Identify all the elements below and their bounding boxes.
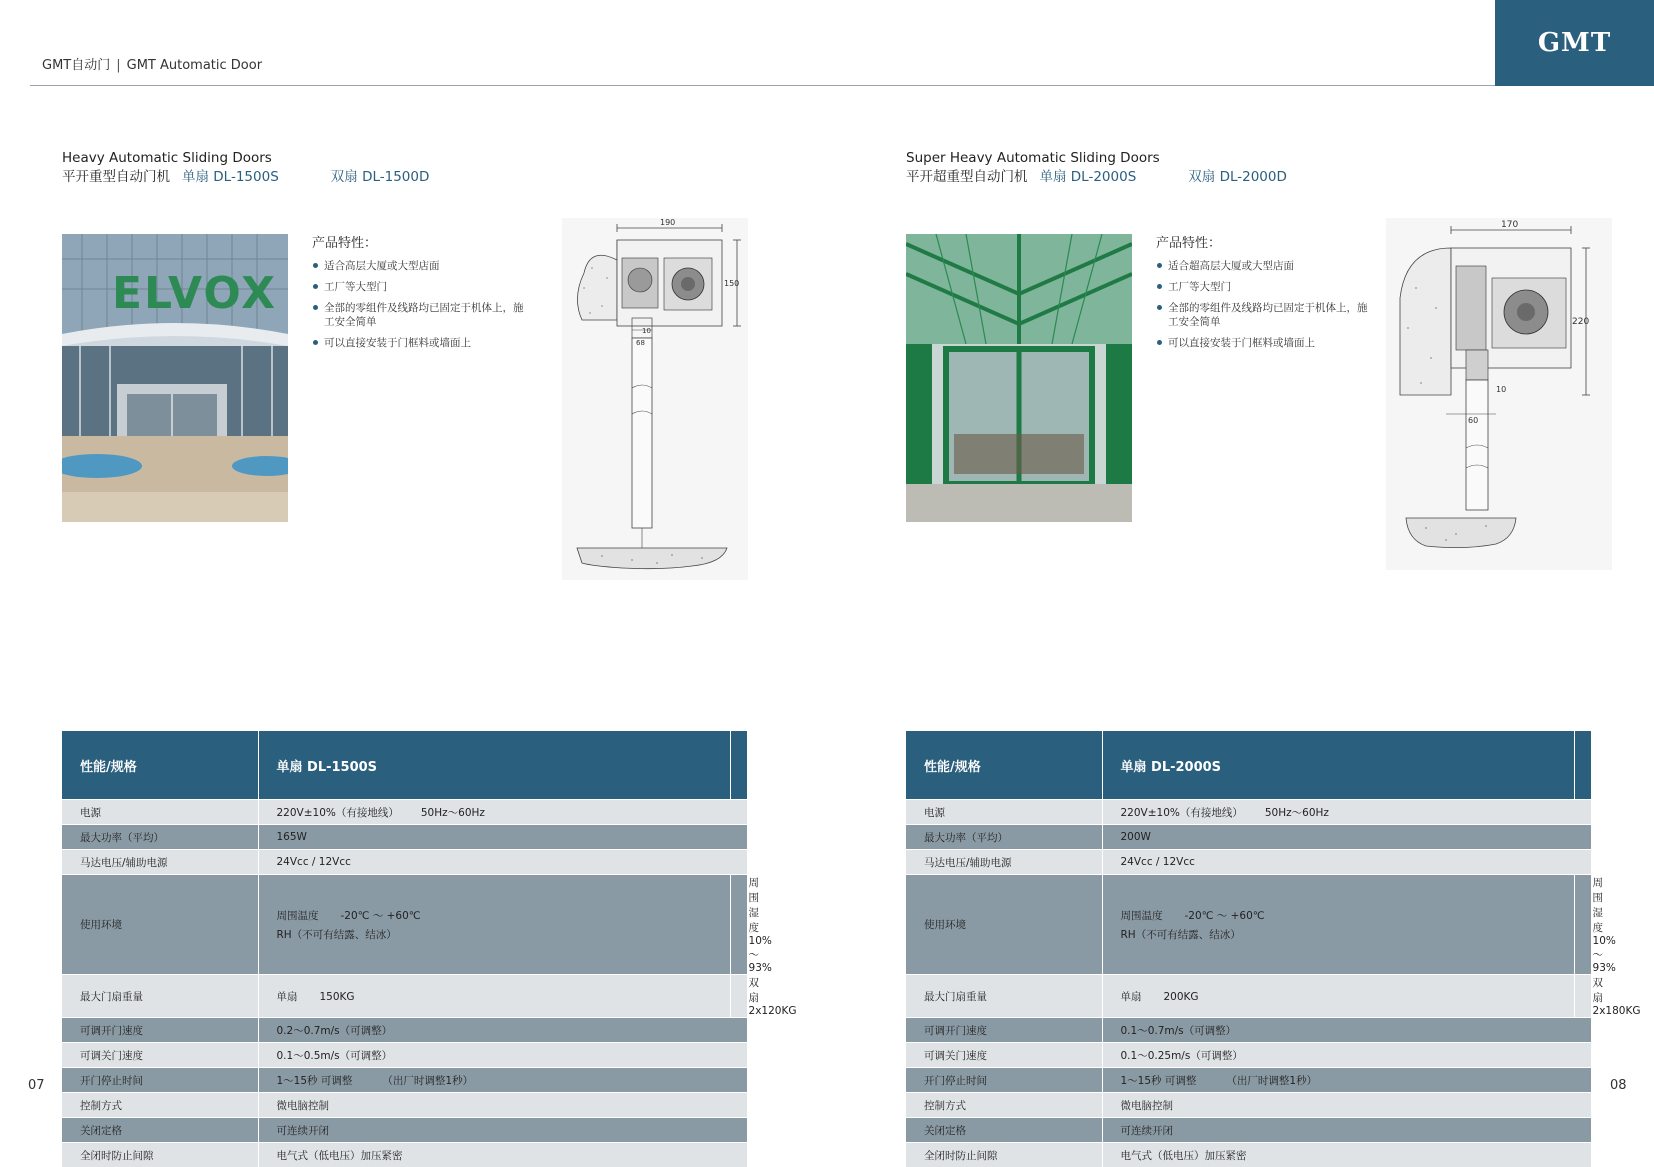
technical-drawing [1386, 218, 1612, 570]
dim-height: 150 [724, 279, 739, 288]
table-row [62, 1093, 748, 1118]
spec-header-label: 性能/规格 [62, 731, 258, 800]
feature-item: 全部的零组件及线路均已固定于机体上，施工安全简单 [1156, 301, 1376, 329]
features-list [312, 259, 532, 350]
table-row [62, 1118, 748, 1143]
row-label: 电源 [906, 800, 1102, 825]
product-section-dl2000 [906, 0, 1606, 1122]
row-value: 可连续开闭 [258, 1118, 748, 1143]
dim-width: 190 [660, 218, 675, 227]
table-row [62, 800, 748, 825]
dim-width: 170 [1501, 220, 1518, 230]
row-value: 24Vcc / 12Vcc [258, 850, 748, 875]
table-row [62, 1043, 748, 1068]
row-label: 最大门扇重量 [906, 975, 1102, 1018]
row-value: 周围温度 -20℃ ～ +60℃ RH（不可有结露、结冰） [1102, 875, 1574, 975]
row-label: 可调开门速度 [62, 1018, 258, 1043]
feature-item: 工厂等大型门 [1156, 280, 1376, 294]
table-row [906, 975, 1592, 1018]
table-row [62, 875, 748, 975]
row-label: 可调关门速度 [906, 1043, 1102, 1068]
table-row [906, 1118, 1592, 1143]
row-value: 单扇 150KG [258, 975, 730, 1018]
row-value: 200W [1102, 825, 1592, 850]
table-row [906, 825, 1592, 850]
product-title-cn [62, 165, 429, 185]
table-row [62, 1018, 748, 1043]
table-row [62, 850, 748, 875]
table-row [906, 1068, 1592, 1093]
row-value: 0.1～0.7m/s（可调整） [1102, 1018, 1592, 1043]
product-title-en: Super Heavy Automatic Sliding Doors [906, 150, 1160, 166]
table-row [906, 1018, 1592, 1043]
spec-header-single: 单扇 DL-2000S [1102, 731, 1574, 800]
spec-header-double: 双扇 DL-1500D [730, 731, 747, 800]
double-model-label: 双扇 DL-2000D [1188, 169, 1287, 185]
row-value: 电气式（低电压）加压紧密 [258, 1143, 748, 1167]
page-number-left: 07 [28, 1078, 45, 1093]
row-value-extra: 双扇2x120KG [730, 975, 747, 1018]
row-label: 最大门扇重量 [62, 975, 258, 1018]
table-row [906, 1093, 1592, 1118]
product-title-cn-text: 平开重型自动门机 [62, 169, 170, 185]
row-value: 24Vcc / 12Vcc [1102, 850, 1592, 875]
row-value-extra: 双扇2x180KG [1574, 975, 1591, 1018]
page-number-right: 08 [1610, 1078, 1627, 1093]
dim-post: 68 [636, 339, 645, 347]
row-value: 可连续开闭 [1102, 1118, 1592, 1143]
row-label: 全闭时防止间隙 [906, 1143, 1102, 1167]
double-model-label: 双扇 DL-1500D [331, 169, 430, 185]
feature-item: 适合高层大厦或大型店面 [312, 259, 532, 273]
row-label: 最大功率（平均） [906, 825, 1102, 850]
spec-header-single: 单扇 DL-1500S [258, 731, 730, 800]
row-label: 控制方式 [62, 1093, 258, 1118]
feature-item: 适合超高层大厦或大型店面 [1156, 259, 1376, 273]
row-label: 开门停止时间 [62, 1068, 258, 1093]
product-photo-building [62, 234, 288, 522]
table-row [906, 875, 1592, 975]
row-value: 单扇 200KG [1102, 975, 1574, 1018]
feature-item: 工厂等大型门 [312, 280, 532, 294]
table-row [906, 800, 1592, 825]
row-value: 220V±10%（有接地线） 50Hz～60Hz [258, 800, 748, 825]
row-value: 电气式（低电压）加压紧密 [1102, 1143, 1592, 1167]
table-row [906, 850, 1592, 875]
dim-gap: 10 [1496, 385, 1506, 394]
dim-height: 220 [1572, 317, 1589, 327]
dim-gap: 10 [642, 327, 651, 335]
row-label: 马达电压/辅助电源 [62, 850, 258, 875]
row-value: 周围温度 -20℃ ～ +60℃ RH（不可有结露、结冰） [258, 875, 730, 975]
row-value-extra: 周围湿度10% ～ 93% [730, 875, 747, 975]
row-label: 关闭定格 [906, 1118, 1102, 1143]
header-separator: | [116, 58, 120, 73]
row-label: 控制方式 [906, 1093, 1102, 1118]
row-label: 电源 [62, 800, 258, 825]
row-value: 1～15秒 可调整 （出厂时调整1秒） [1102, 1068, 1592, 1093]
feature-item: 可以直接安装于门框料或墙面上 [1156, 336, 1376, 350]
table-row [62, 1068, 748, 1093]
row-label: 使用环境 [62, 875, 258, 975]
row-value: 微电脑控制 [258, 1093, 748, 1118]
feature-item: 可以直接安装于门框料或墙面上 [312, 336, 532, 350]
row-label: 马达电压/辅助电源 [906, 850, 1102, 875]
product-photo-entrance [906, 234, 1132, 522]
row-label: 关闭定格 [62, 1118, 258, 1143]
features-block [312, 232, 532, 357]
table-row [62, 1143, 748, 1167]
dim-post: 60 [1468, 416, 1478, 425]
features-block [1156, 232, 1376, 357]
single-model-label: 单扇 DL-1500S [182, 169, 279, 185]
row-value: 220V±10%（有接地线） 50Hz～60Hz [1102, 800, 1592, 825]
product-title-en: Heavy Automatic Sliding Doors [62, 150, 272, 166]
spec-header-double: 双扇 DL-2000D [1574, 731, 1591, 800]
row-value-extra: 周围湿度10% ～ 93% [1574, 875, 1591, 975]
row-value: 1～15秒 可调整 （出厂时调整1秒） [258, 1068, 748, 1093]
table-row [62, 825, 748, 850]
photo-sign-text: ELVOX [112, 268, 277, 319]
spec-header-label: 性能/规格 [906, 731, 1102, 800]
features-title: 产品特性： [1156, 232, 1376, 251]
header-brand-en: GMT Automatic Door [127, 58, 262, 73]
row-value: 0.1～0.25m/s（可调整） [1102, 1043, 1592, 1068]
product-title-cn [906, 165, 1287, 185]
row-label: 可调开门速度 [906, 1018, 1102, 1043]
row-label: 开门停止时间 [906, 1068, 1102, 1093]
features-title: 产品特性： [312, 232, 532, 251]
row-label: 最大功率（平均） [62, 825, 258, 850]
single-model-label: 单扇 DL-2000S [1040, 169, 1137, 185]
brand-logo-text: GMT [1538, 28, 1611, 58]
table-row [62, 975, 748, 1018]
feature-item: 全部的零组件及线路均已固定于机体上，施工安全简单 [312, 301, 532, 329]
features-list [1156, 259, 1376, 350]
row-label: 使用环境 [906, 875, 1102, 975]
spec-table [906, 731, 1592, 1167]
header-brand-cn: GMT自动门 [42, 58, 110, 73]
spec-table [62, 731, 748, 1167]
row-label: 可调关门速度 [62, 1043, 258, 1068]
product-section-dl1500 [62, 0, 762, 1122]
row-value: 0.2～0.7m/s（可调整） [258, 1018, 748, 1043]
table-row [906, 1043, 1592, 1068]
table-row [906, 1143, 1592, 1167]
row-value: 0.1～0.5m/s（可调整） [258, 1043, 748, 1068]
row-label: 全闭时防止间隙 [62, 1143, 258, 1167]
row-value: 165W [258, 825, 748, 850]
technical-drawing [562, 218, 748, 580]
product-title-cn-text: 平开超重型自动门机 [906, 169, 1028, 185]
row-value: 微电脑控制 [1102, 1093, 1592, 1118]
